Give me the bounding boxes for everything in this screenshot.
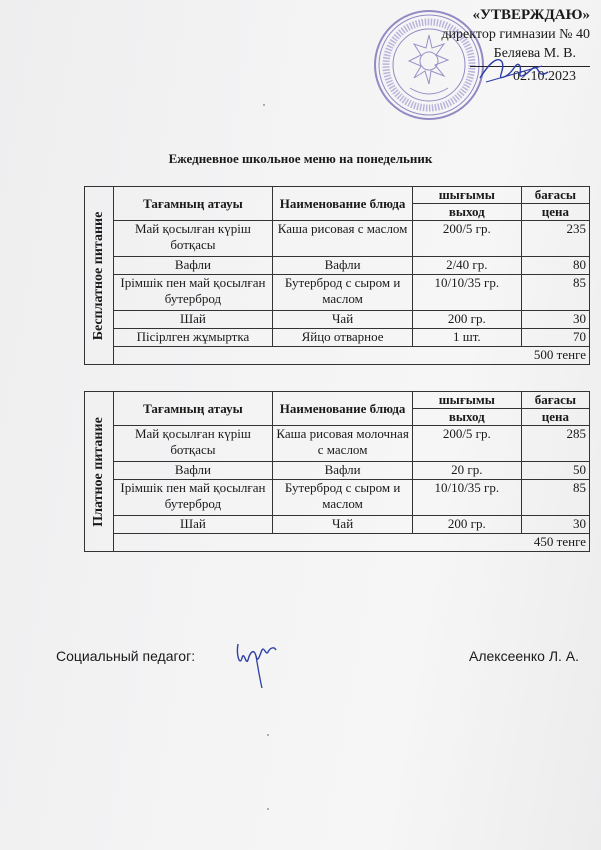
cell-price: 30 (521, 516, 589, 534)
header-ru-name: Наименование блюда (273, 392, 412, 426)
table-row (85, 516, 590, 534)
cell-price: 285 (521, 426, 589, 462)
paid-meal-table (84, 391, 590, 552)
header-yield-kz: шығымы (412, 392, 521, 409)
header-ru-name: Наименование блюда (273, 187, 412, 221)
header-yield-ru: выход (412, 409, 521, 426)
cell-price: 85 (521, 480, 589, 516)
cell-ru: Каша рисовая молочная с маслом (273, 426, 412, 462)
header-kz-name: Тағамның атауы (113, 392, 273, 426)
cell-kz: Май қосылған күріш ботқасы (113, 426, 273, 462)
cell-ru: Чай (273, 516, 412, 534)
cell-yield: 20 гр. (412, 462, 521, 480)
cell-price: 80 (521, 257, 589, 275)
cell-price: 30 (521, 311, 589, 329)
cell-kz: Пісірлген жұмыртка (113, 329, 273, 347)
header-yield-kz: шығымы (412, 187, 521, 204)
paper-mark (267, 808, 269, 810)
cell-yield: 200/5 гр. (412, 426, 521, 462)
table-row (85, 311, 590, 329)
cell-price: 85 (521, 275, 589, 311)
paper-mark (267, 734, 269, 736)
approval-position: директор гимназии № 40 (441, 27, 590, 42)
cell-kz: Ірімшік пен май қосылған бутерброд (113, 480, 273, 516)
header-price-kz: бағасы (521, 187, 589, 204)
table-row (85, 329, 590, 347)
cell-yield: 200 гр. (412, 516, 521, 534)
cell-price: 50 (521, 462, 589, 480)
approval-name: Беляева М. В. (493, 46, 576, 61)
total-paid: 450 тенге (113, 534, 590, 552)
director-signature (476, 52, 550, 92)
table-row (85, 275, 590, 311)
cell-yield: 10/10/35 гр. (412, 275, 521, 311)
cell-yield: 10/10/35 гр. (412, 480, 521, 516)
free-meal-table (84, 186, 590, 365)
table-row (85, 462, 590, 480)
cell-ru: Каша рисовая с маслом (273, 221, 412, 257)
cell-ru: Бутерброд с сыром и маслом (273, 275, 412, 311)
cell-ru: Яйцо отварное (273, 329, 412, 347)
footer-name: Алексеенко Л. А. (469, 648, 580, 664)
table-row (85, 257, 590, 275)
approval-date: 02.10.2023 (470, 66, 590, 86)
header-yield-ru: выход (412, 204, 521, 221)
cell-price: 235 (521, 221, 589, 257)
table-row (85, 480, 590, 516)
cell-yield: 2/40 гр. (412, 257, 521, 275)
header-price-ru: цена (521, 409, 589, 426)
header-kz-name: Тағамның атауы (113, 187, 273, 221)
cell-kz: Вафли (113, 257, 273, 275)
paper-mark (263, 104, 265, 106)
header-price-kz: бағасы (521, 392, 589, 409)
cell-price: 70 (521, 329, 589, 347)
cell-ru: Вафли (273, 462, 412, 480)
header-price-ru: цена (521, 204, 589, 221)
cell-ru: Чай (273, 311, 412, 329)
cell-ru: Бутерброд с сыром и маслом (273, 480, 412, 516)
cell-kz: Ірімшік пен май қосылған бутерброд (113, 275, 273, 311)
footer-label: Социальный педагог: (56, 648, 196, 664)
approval-title: «УТВЕРЖДАЮ» (472, 7, 590, 23)
cell-kz: Май қосылған күріш ботқасы (113, 221, 273, 257)
cell-yield: 200/5 гр. (412, 221, 521, 257)
free-side-label: Бесплатное питание (85, 187, 114, 365)
paid-side-label: Платное питание (85, 392, 114, 552)
cell-kz: Шай (113, 516, 273, 534)
page-title: Ежедневное школьное меню на понедельник (168, 151, 433, 166)
cell-yield: 200 гр. (412, 311, 521, 329)
pedagogue-signature (232, 636, 282, 690)
total-free: 500 тенге (113, 347, 590, 365)
cell-kz: Шай (113, 311, 273, 329)
table-row (85, 426, 590, 462)
cell-kz: Вафли (113, 462, 273, 480)
cell-yield: 1 шт. (412, 329, 521, 347)
cell-ru: Вафли (273, 257, 412, 275)
table-row (85, 221, 590, 257)
